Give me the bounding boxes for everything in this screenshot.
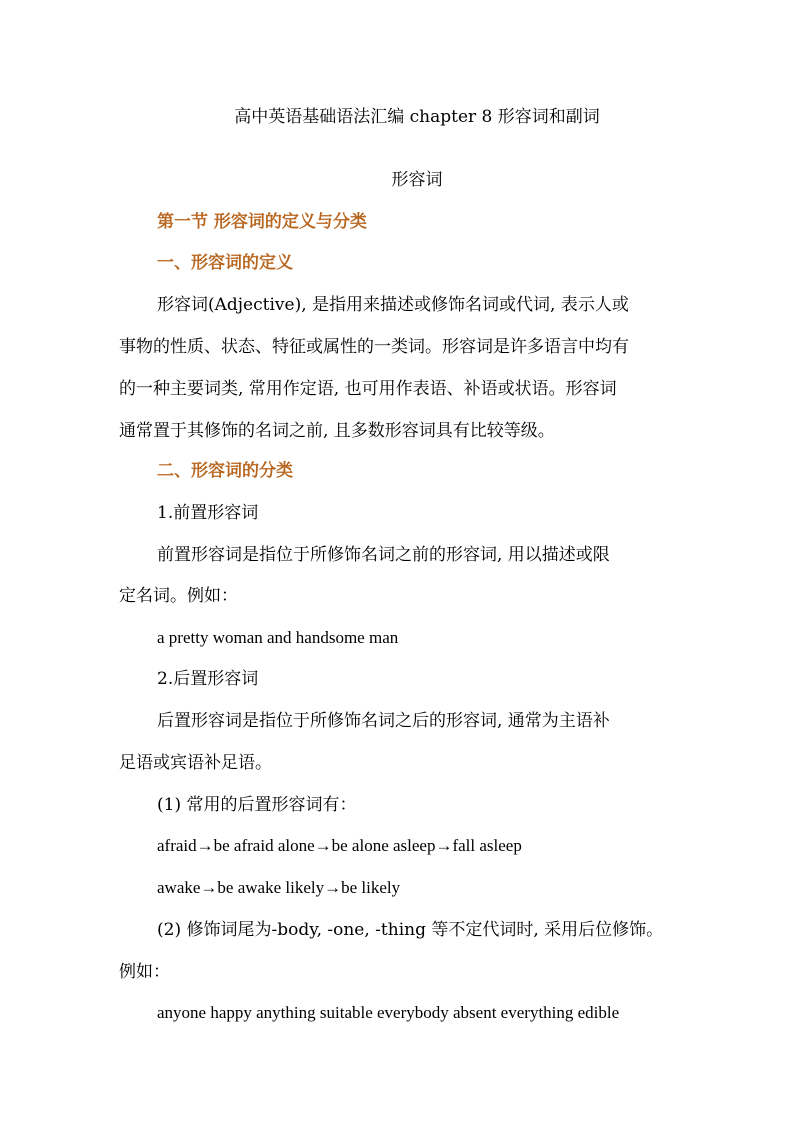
sub1-label: (1) 常用的后置形容词有： — [157, 795, 357, 815]
paragraph-line: 定名词。例如： — [119, 586, 238, 606]
paragraph-line: 足语或宾语补足语。 — [119, 753, 272, 773]
item1-label: 1.前置形容词 — [157, 503, 259, 523]
item2-label: 2.后置形容词 — [157, 669, 259, 689]
document-title: 高中英语基础语法汇编 chapter 8 形容词和副词 — [234, 107, 600, 127]
paragraph-line: 形容词(Adjective), 是指用来描述或修饰名词或代词, 表示人或 — [157, 295, 629, 315]
paragraph-line: 前置形容词是指位于所修饰名词之前的形容词, 用以描述或限 — [157, 545, 610, 565]
paragraph-line: 后置形容词是指位于所修饰名词之后的形容词, 通常为主语补 — [157, 711, 610, 731]
paragraph-line: 的一种主要词类, 常用作定语, 也可用作表语、补语或状语。形容词 — [119, 379, 617, 399]
part1-heading: 一、形容词的定义 — [157, 253, 293, 273]
section-heading: 第一节 形容词的定义与分类 — [157, 212, 367, 232]
example-line: awake→be awake likely→be likely — [157, 878, 401, 897]
paragraph-line: 例如： — [119, 962, 170, 982]
example-line: a pretty woman and handsome man — [157, 628, 399, 647]
paragraph-line: 通常置于其修饰的名词之前, 且多数形容词具有比较等级。 — [119, 421, 555, 441]
example-line: anyone happy anything suitable everybody absent everything edible — [157, 1003, 620, 1022]
paragraph-line: (2) 修饰词尾为-body, -one, -thing 等不定代词时, 采用后位修饰。 — [157, 920, 664, 940]
example-line: afraid→be afraid alone→be alone asleep→fall asleep — [157, 836, 522, 855]
paragraph-line: 事物的性质、状态、特征或属性的一类词。形容词是许多语言中均有 — [119, 337, 629, 357]
part2-heading: 二、形容词的分类 — [157, 461, 293, 481]
document-subtitle: 形容词 — [391, 170, 443, 190]
